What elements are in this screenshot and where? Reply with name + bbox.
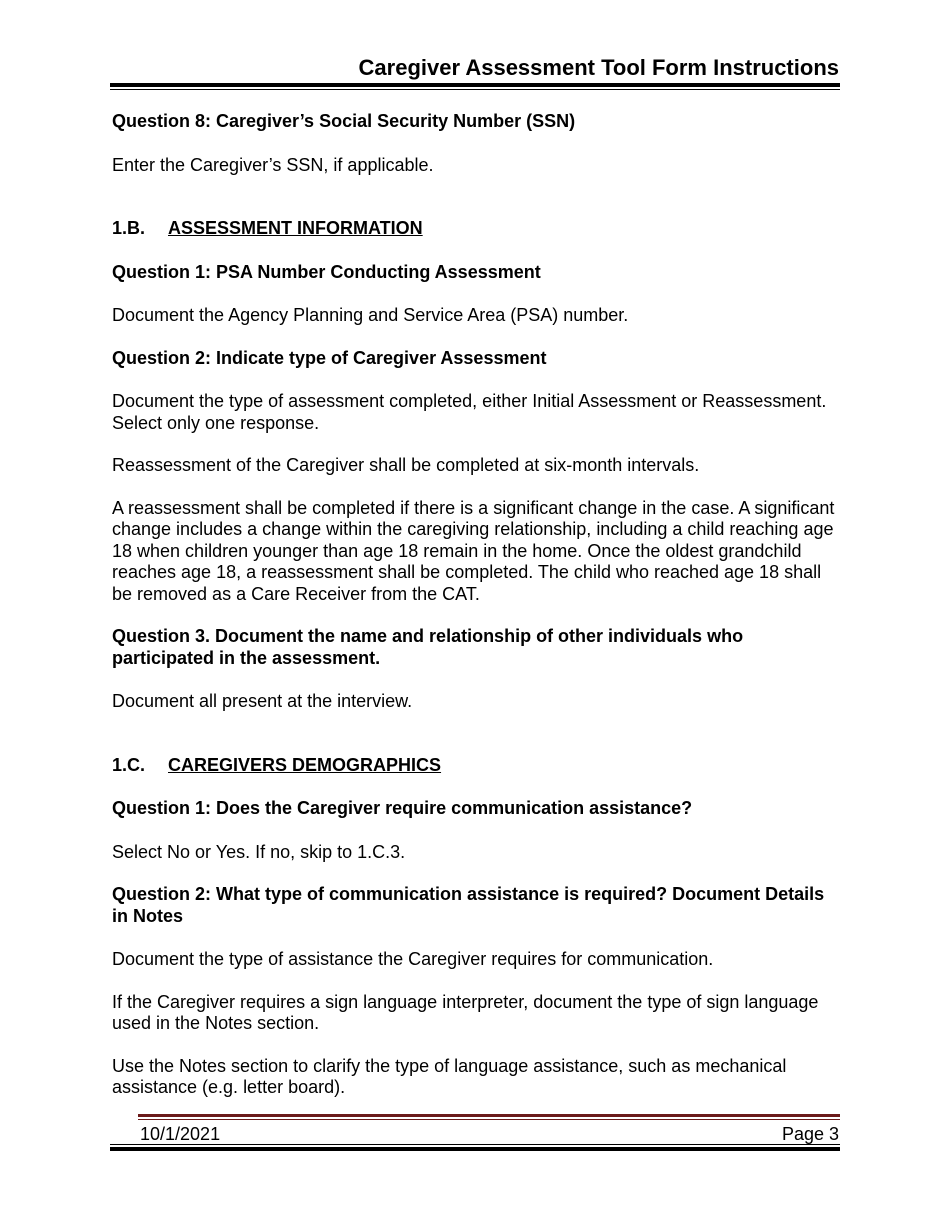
section-1c-number: 1.C.: [112, 754, 146, 775]
document-body: [112, 111, 840, 1120]
page-header-title: Caregiver Assessment Tool Form Instructions: [358, 55, 839, 80]
footer-divider-thick: [110, 1147, 840, 1151]
section-1b-question-2-text-3: A reassessment shall be completed if there is a significant change in the case. A significant change includes a change within the caregiving relationship, including a child reaching age 18 when children younger than age 18 remain in the home. Once the oldest grandchild reaches age 18, a reassessment shall be completed. The child who reached age 18 shall be removed as a Care Receiver from the CAT.: [112, 497, 835, 604]
section-1b-question-2-text-1: Document the type of assessment completed, either Initial Assessment or Reassessment. Select only one response.: [112, 391, 827, 433]
section-1b-question-3-text: Document all present at the interview.: [112, 691, 413, 711]
header-divider-thin: [110, 89, 840, 90]
footer-date: 10/1/2021: [140, 1124, 221, 1144]
section-1b-title: ASSESSMENT INFORMATION: [168, 218, 423, 238]
footer-divider-maroon: [138, 1114, 840, 1117]
section-1b-heading: [112, 218, 840, 240]
section-1b-question-2-text-2: Reassessment of the Caregiver shall be completed at six-month intervals.: [112, 455, 700, 475]
section-1c-question-1-title: Question 1: Does the Caregiver require communication assistance?: [112, 798, 693, 818]
section-1c-question-2-text-1: Document the type of assistance the Caregiver requires for communication.: [112, 949, 714, 969]
section-1c-question-2-text-3: Use the Notes section to clarify the type of language assistance, such as mechanical assistance (e.g. letter board).: [112, 1055, 787, 1097]
footer-page-number: Page 3: [781, 1124, 839, 1144]
question-8-title: Question 8: Caregiver’s Social Security Number (SSN): [112, 111, 576, 131]
footer-divider-thin: [110, 1144, 840, 1145]
header-divider: [110, 83, 840, 87]
section-1c-question-2-title: Question 2: What type of communication assistance is required? Document Details in Notes: [112, 884, 825, 926]
footer-divider-maroon-thin: [138, 1119, 840, 1120]
section-1b-question-1-title: Question 1: PSA Number Conducting Assessment: [112, 261, 541, 282]
section-1b-question-3-title: Question 3. Document the name and relationship of other individuals who participated in the assessment.: [112, 626, 744, 668]
section-1c-question-1-text: Select No or Yes. If no, skip to 1.C.3.: [112, 841, 406, 862]
section-1b-question-2-title: Question 2: Indicate type of Caregiver Assessment: [112, 347, 547, 368]
section-1b-number: 1.B.: [112, 218, 146, 238]
section-1b-question-1-text: Document the Agency Planning and Service Area (PSA) number.: [112, 305, 629, 325]
question-8-text: Enter the Caregiver’s SSN, if applicable.: [112, 154, 434, 175]
section-1c-heading: [112, 755, 840, 777]
section-1c-title: CAREGIVERS DEMOGRAPHICS: [168, 754, 442, 775]
section-1c-question-2-text-2: If the Caregiver requires a sign language interpreter, document the type of sign language used in the Notes section.: [112, 991, 819, 1033]
